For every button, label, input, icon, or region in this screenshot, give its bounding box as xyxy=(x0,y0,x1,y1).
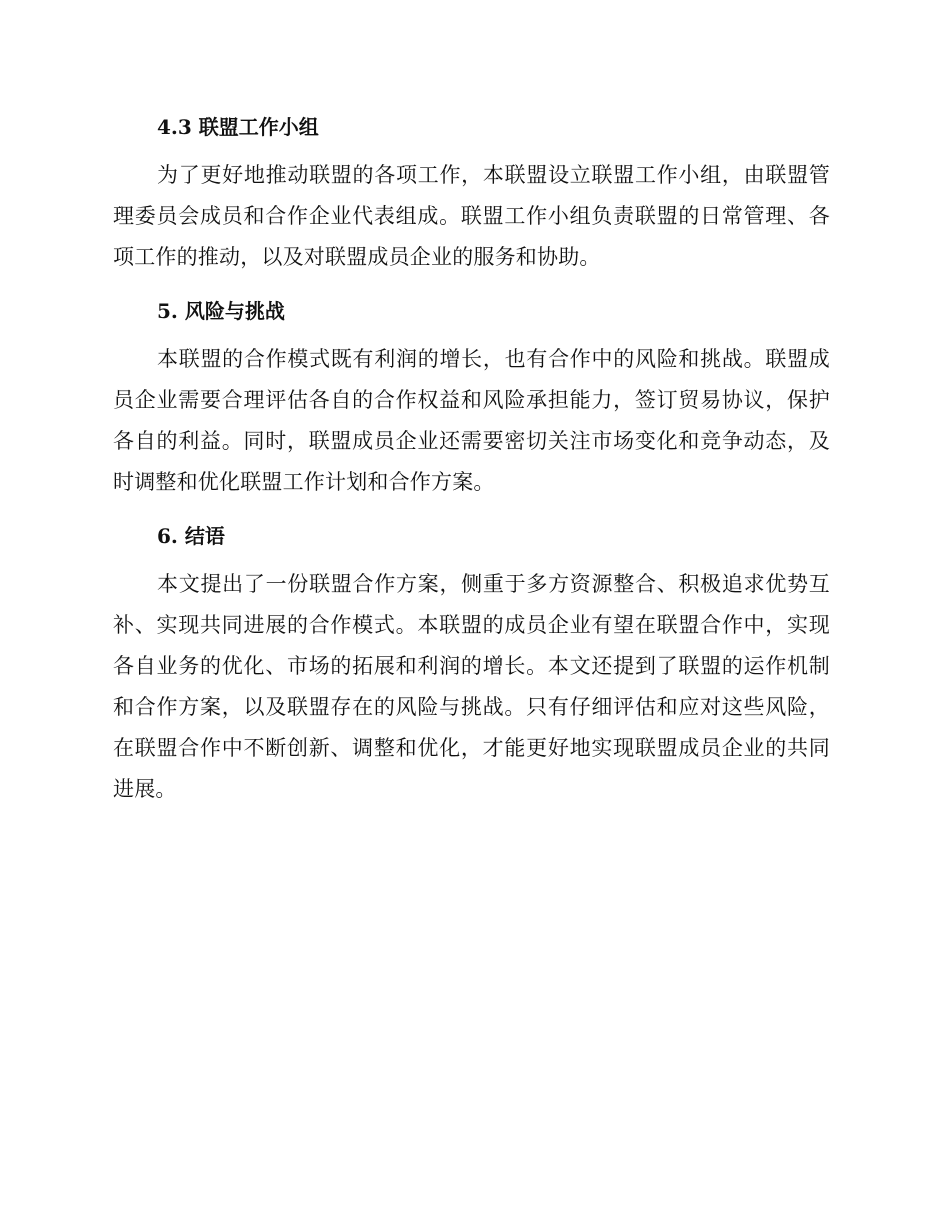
section-heading-working-group: 4.3 联盟工作小组 xyxy=(157,115,319,139)
section-heading-conclusion: 6. 结语 xyxy=(157,524,225,548)
section-paragraph-conclusion: 本文提出了一份联盟合作方案，侧重于多方资源整合、积极追求优势互补、实现共同进展的合作模式。本联盟的成员企业有望在联盟合作中，实现各自业务的优化、市场的拓展和利润的增长。本文还提到了联盟的运作机制和合作方案，以及联盟存在的风险与挑战。只有仔细评估和应对这些风险，在联盟合作中不断创新、调整和优化，才能更好地实现联盟成员企业的共同进展。 xyxy=(113,572,830,801)
section-paragraph-risks: 本联盟的合作模式既有利润的增长，也有合作中的风险和挑战。联盟成员企业需要合理评估各自的合作权益和风险承担能力，签订贸易协议，保护各自的利益。同时，联盟成员企业还需要密切关注市场变化和竞争动态，及时调整和优化联盟工作计划和合作方案。 xyxy=(113,347,830,494)
section-heading-risks: 5. 风险与挑战 xyxy=(157,299,285,323)
section-paragraph-working-group: 为了更好地推动联盟的各项工作，本联盟设立联盟工作小组，由联盟管理委员会成员和合作企业代表组成。联盟工作小组负责联盟的日常管理、各项工作的推动，以及对联盟成员企业的服务和协助。 xyxy=(113,163,830,269)
document-body xyxy=(113,108,830,810)
